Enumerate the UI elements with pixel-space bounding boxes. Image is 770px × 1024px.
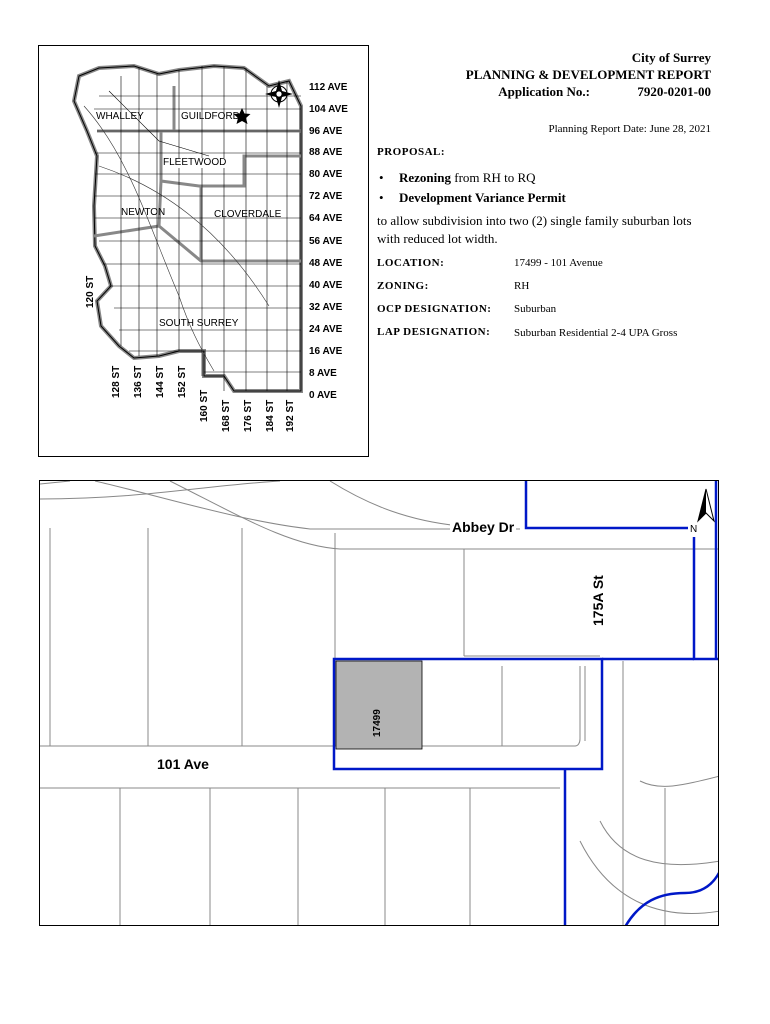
keymap-street-label: 168 ST: [221, 399, 232, 432]
keymap-avenue-label: 72 AVE: [309, 191, 343, 202]
keymap-avenue-label: 112 AVE: [309, 82, 348, 93]
keymap-street-label: 144 ST: [155, 365, 166, 398]
subject-lot-label: 17499: [372, 709, 383, 737]
community-label-south-surrey: SOUTH SURREY: [159, 318, 239, 329]
proposal-description: to allow subdivision into two (2) single family suburban lots with reduced lot width.: [377, 213, 692, 246]
report-date: Planning Report Date: June 28, 2021: [548, 123, 711, 135]
keymap-street-label: 176 ST: [243, 399, 254, 432]
north-arrow-icon: [698, 489, 714, 521]
detail-value: 17499 - 101 Avenue: [514, 257, 603, 269]
keymap-avenue-label: 16 AVE: [309, 346, 343, 357]
keymap-avenue-label: 64 AVE: [309, 213, 343, 224]
keymap-avenue-label: 104 AVE: [309, 104, 348, 115]
keymap-avenue-label: 24 AVE: [309, 324, 343, 335]
city-name: City of Surrey: [631, 50, 711, 65]
detail-value: Suburban: [514, 303, 557, 315]
proposal-list: [377, 168, 566, 208]
proposal-heading: PROPOSAL:: [377, 146, 446, 158]
keymap-avenue-label: 8 AVE: [309, 368, 337, 379]
keymap-street-label: 160 ST: [199, 389, 210, 422]
keymap-street-label: 136 ST: [133, 365, 144, 398]
detail-label: ZONING:: [377, 280, 429, 292]
keymap-avenue-label: 56 AVE: [309, 236, 343, 247]
application-label: Application No.:: [498, 84, 590, 99]
keymap-street-label: 192 ST: [285, 399, 296, 432]
detail-label: LAP DESIGNATION:: [377, 326, 491, 338]
community-label-newton: NEWTON: [121, 207, 166, 218]
keymap-street-label: 184 ST: [265, 399, 276, 432]
keymap-avenue-label: 80 AVE: [309, 169, 343, 180]
community-label-whalley: WHALLEY: [96, 111, 144, 122]
keymap-street-label: 120 ST: [85, 275, 96, 308]
keymap-avenue-label: 96 AVE: [309, 126, 343, 137]
detail-label: LOCATION:: [377, 257, 445, 269]
keymap-avenue-label: 0 AVE: [309, 390, 337, 401]
site-map: [39, 480, 719, 926]
keymap-avenue-label: 88 AVE: [309, 147, 343, 158]
keymap-avenue-label: 48 AVE: [309, 258, 343, 269]
community-label-cloverdale: CLOVERDALE: [214, 209, 282, 220]
detail-value: Suburban Residential 2-4 UPA Gross: [514, 327, 678, 339]
street-label-101-ave: 101 Ave: [157, 756, 209, 772]
application-number: 7920-0201-00: [637, 84, 711, 99]
report-title: PLANNING & DEVELOPMENT REPORT: [465, 67, 711, 82]
keymap-street-label: 128 ST: [111, 365, 122, 398]
community-label-fleetwood: FLEETWOOD: [163, 157, 227, 168]
keymap-avenue-label: 32 AVE: [309, 302, 343, 313]
street-label-175a-st: 175A St: [590, 575, 606, 626]
key-map: [38, 45, 369, 457]
detail-label: OCP DESIGNATION:: [377, 303, 492, 315]
keymap-avenue-label: 40 AVE: [309, 280, 343, 291]
north-label: N: [690, 524, 698, 535]
keymap-street-label: 152 ST: [177, 365, 188, 398]
community-label-guildford: GUILDFORD: [181, 111, 240, 122]
proposal-item: • Development Variance Permit: [379, 190, 566, 205]
street-label-abbey-dr: Abbey Dr: [452, 519, 515, 535]
site-map-drawing: [40, 481, 719, 926]
detail-value: RH: [514, 280, 530, 292]
proposal-item: • Rezoning from RH to RQ: [379, 170, 536, 185]
